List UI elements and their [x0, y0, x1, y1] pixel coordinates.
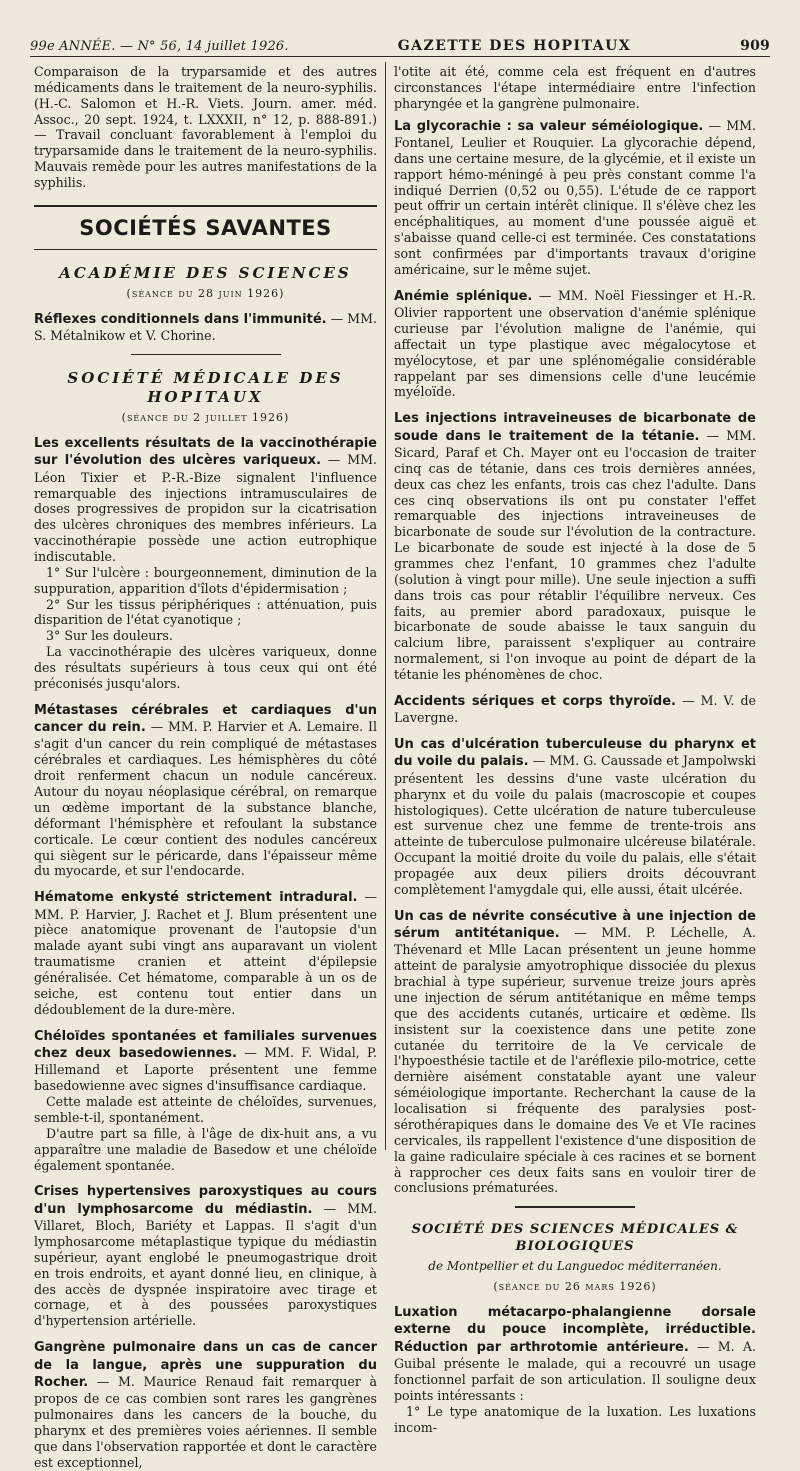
issue-info: 99e ANNÉE. — N° 56, 14 juillet 1926.: [30, 39, 289, 54]
article-hematome: [34, 889, 377, 1017]
list-item: 1° Sur l'ulcère : bourgeonnement, diminution de la suppuration, apparition d'îlots d'épidermisation ;: [34, 564, 377, 596]
left-column: [34, 64, 377, 1470]
list-item: 2° Sur les tissus périphériques : atténuation, puis disparition de l'état cyanotique ;: [34, 596, 377, 628]
article-head: Gangrène pulmonaire dans un cas de cancer de la langue, après une suppuration du Rocher.: [34, 1340, 377, 1390]
journal-title: GAZETTE DES HOPITAUX: [397, 38, 632, 54]
smh-heading: SOCIÉTÉ MÉDICALE DES HOPITAUX: [67, 369, 344, 407]
smh-seance: (séance du 2 juillet 1926): [121, 411, 290, 425]
article-head: Anémie splénique.: [394, 288, 533, 304]
article-paragraph: D'autre part sa fille, à l'âge de dix-huit ans, a vu apparaître une maladie de Basedow et une chéloïde également spontanée.: [34, 1125, 377, 1173]
article-vaccinotherapie: [34, 435, 377, 692]
intro-paragraph: Comparaison de la tryparsamide et des autres médicaments dans le traitement de la neuro-syphilis. (H.-C. Salomon et H.-R. Viets. Journ. amer. méd. Assoc., 20 sept. 1924, t. LXXXII, n° 12, p. 888-891.) — Travail concluant favorablement à l'emploi du tryparsamide dans le traitement de la neuro-syphilis. Mauvais remède pour les autres manifestations de la syphilis.: [34, 64, 377, 191]
article-body: — MM. F. Widal, P. Hillemand et Laporte présentent une femme basedowienne avec signes d'insuffisance cardiaque.: [34, 1044, 377, 1094]
montpellier-subheading: de Montpellier et du Languedoc méditerranéen.: [428, 1258, 722, 1273]
right-column: [394, 64, 756, 1435]
article-luxation: [394, 1304, 756, 1435]
article-accidents-seriques: [394, 693, 756, 726]
article-gangrene: [34, 1339, 377, 1470]
article-body: — MM. S. Métalnikow et V. Chorine.: [34, 311, 377, 344]
separator-rule: [515, 1206, 635, 1208]
article-body: — MM. Sicard, Paraf et Ch. Mayer ont eu l'occasion de traiter cinq cas de tétanie, dans ces trois dernières années, deux cas chez les enfants, trois cas chez l'adulte. Dans ces cinq observations ils ont pu constater l'effet remarquable des injections intraveineuses de bicarbonate de soude sur l'évolution de la contracture. Le bicarbonate de soude est injecté à la dose de 5 grammes chez l'enfant, 10 grammes chez l'adulte (solution à vingt pour mille). Une seule injection a suffi dans trois cas pour rétablir l'équilibre nerveux. Ces faits, au premier abord paradoxaux, puisque le bicarbonate de soude abaisse le taux sanguin du calcium libre, paraissent s'expliquer au contraire normalement, si l'on invoque au point de départ de la tétanie les phénomènes de choc.: [394, 427, 756, 682]
article-head: Luxation métacarpo-phalangienne dorsale externe du pouce incomplète, irréductible. Réduction par arthrotomie antérieure.: [394, 1304, 756, 1355]
article-anemie: [394, 288, 756, 401]
list-item: 1° Le type anatomique de la luxation. Les luxations incom-: [394, 1403, 756, 1435]
list-item: 3° Sur les douleurs.: [46, 628, 173, 644]
article-head: Chéloïdes spontanées et familiales survenues chez deux basedowiennes.: [34, 1028, 377, 1061]
article-head: Un cas de névrite consécutive à une injection de sérum antitétanique.: [394, 908, 756, 942]
separator-rule: [131, 354, 281, 355]
article-cheloides: [34, 1028, 377, 1174]
article-ulceration: [394, 736, 756, 898]
article-body: — MM. P. Harvier et A. Lemaire. Il s'agit d'un cancer du rein compliqué de métastases cérébrales et cardiaques. Les hémisphères du côté droit renferment chacun un nodule cancéreux. Autour du noyau néoplasique cérébral, on remarque un œdème important de la substance blanche, déformant l'hémisphère et refoulant la substance corticale. Le cœur contient des nodules cancéreux qui siègent sur le péricarde, dans l'épaisseur même du myocarde, et sur l'endocarde.: [34, 719, 377, 879]
continuation-paragraph: l'otite ait été, comme cela est fréquent en d'autres circonstances l'étape intermédiaire entre l'infection pharyngée et la gangrène pulmonaire.: [394, 64, 756, 111]
article-head: Réflexes conditionnels dans l'immunité.: [34, 312, 327, 328]
article-body: — M. Maurice Renaud fait remarquer à propos de ce cas combien sont rares les gangrènes pulmonaires dans les cancers de la bouche, du pharynx et des premières voies aériennes. Il semble que dans l'observation rapportée et dont le caractère est exceptionnel,: [34, 1373, 377, 1470]
article-body: — MM. Noël Fiessinger et H.-R. Olivier rapportent une observation d'anémie splénique curieuse par l'évolution maligne de l'anémie, qui affectait un type plastique avec mégalocytose et myélocytose, et par une splénomégalie considérable rappelant par ses dimensions celle d'une leucémie myéloïde.: [394, 287, 756, 400]
montpellier-heading: SOCIÉTÉ DES SCIENCES MÉDICALES & BIOLOGIQUES: [411, 1222, 739, 1254]
article-crises-hypertensives: [34, 1183, 377, 1329]
column-divider: [385, 62, 386, 1150]
article-head: La glycorachie : sa valeur séméiologique.: [394, 118, 704, 134]
academie-heading: ACADÉMIE DES SCIENCES: [59, 264, 352, 283]
article-body: — MM. Léon Tixier et P.-R.-Bize signalent l'influence remarquable des injections intramusculaires de doses progressives de propidon sur la cicatrisation des ulcères chroniques des membres inférieurs. La vaccinothérapie possède une action eutrophique indiscutable.: [34, 452, 377, 564]
article-body: — MM. P. Harvier, J. Rachet et J. Blum présentent une pièce anatomique provenant de l'autopsie d'un malade ayant subi vingt ans auparavant un violent traumatisme cranien et atteint d'épilepsie généralisée. Cet hématome, comparable à un os de seiche, est contenu tout entier dans un dédoublement de la dure-mère.: [34, 889, 377, 1017]
article-body: — MM. G. Caussade et Jampolwski présentent les dessins d'une vaste ulcération du pharynx et du voile du palais (macroscopie et coupes histologiques). Cette ulcération de nature tuberculeuse est survenue chez une femme de trente-trois ans atteinte de tuberculose pulmonaire ulcéreuse bilatérale. Occupant la moitié droite du voile du palais, elle s'était propagée aux deux piliers droits découvrant complètement l'amygdale qui, elle aussi, était ulcérée.: [394, 753, 756, 897]
article-body: — M. A. Guibal présente le malade, qui a recouvré un usage fonctionnel parfait de son articulation. Il souligne deux points intéressants :: [394, 1338, 756, 1403]
article-head: Les excellents résultats de la vaccinothérapie sur l'évolution des ulcères variqueux.: [34, 435, 377, 469]
article-head: Les injections intraveineuses de bicarbonate de soude dans le traitement de la tétanie.: [394, 411, 756, 444]
page-header: [30, 24, 770, 54]
header-rule: [30, 56, 770, 57]
article-glycorachie: [394, 118, 756, 278]
article-reflexes: [34, 311, 377, 344]
montpellier-seance: (séance du 26 mars 1926): [493, 1280, 657, 1294]
article-head: Accidents sériques et corps thyroïde.: [394, 693, 676, 709]
article-conclusion: La vaccinothérapie des ulcères variqueux, donne des résultats supérieurs à tous ceux qui ont été préconisés jusqu'alors.: [34, 644, 377, 691]
article-head: Crises hypertensives paroxystiques au cours d'un lymphosarcome du médiastin.: [34, 1184, 377, 1217]
section-title: SOCIÉTÉS SAVANTES: [34, 205, 377, 250]
article-bicarbonate: [394, 410, 756, 683]
article-body: — MM. Villaret, Bloch, Bariéty et Lappas. Il s'agit d'un lymphosarcome métaplastique typique du médiastin supérieur, ayant englobé le pneumogastrique droit en trois endroits, et ayant donné lieu, en clinique, à des accès de dyspnée inspiratoire avec tirage et cornage, et à des poussées paroxystiques d'hypertension artérielle.: [34, 1200, 377, 1329]
academie-seance: (séance du 28 juin 1926): [126, 287, 285, 301]
article-head: Hématome enkysté strictement intradural.: [34, 890, 358, 906]
article-metastases: [34, 702, 377, 879]
article-head: Métastases cérébrales et cardiaques d'un cancer du rein.: [34, 702, 377, 736]
article-body: — M. V. de Lavergne.: [394, 692, 756, 726]
article-head: Un cas d'ulcération tuberculeuse du pharynx et du voile du palais.: [394, 737, 756, 770]
article-body: — MM. Fontanel, Leulier et Rouquier. La glycorachie dépend, dans une certaine mesure, de la glycémie, et il existe un rapport hémo-méningé à peu près constant comme l'a indiqué Derrien (0,52 ou 0,55). L'étude de ce rapport peut offrir un certain intérêt clinique. Il s'élève chez les encéphalitiques, au moment d'une poussée aiguë et s'abaisse quand celle-ci est terminée. Ces constatations sont confirmées par d'importants travaux d'origine américaine, sur le même sujet.: [394, 117, 756, 277]
page-number: 909: [740, 38, 770, 54]
article-paragraph: Cette malade est atteinte de chéloïdes, survenues, semble-t-il, spontanément.: [34, 1094, 377, 1125]
article-body: — MM. P. Léchelle, A. Thévenard et Mlle Lacan présentent un jeune homme atteint de paralysie amyotrophique dissociée du plexus brachial à type supérieur, survenue treize jours après une injection de sérum antitétanique en même temps que des accidents cutanés, urticaire et œdème. Ils insistent sur la coexistence dans une petite zone cutanée du territoire de la Ve cervicale de l'hypoesthésie tactile et de l'aréflexie pilo-motrice, cette dernière aisément constatable ayant une valeur séméiologique importante. Recherchant la cause de la localisation si fréquente des paralysies post-sérothérapiques dans le domaine des Ve et VIe racines cervicales, ils rappellent l'existence d'une disposition de la gaine radiculaire spéciale à ces racines et se bornent à rapprocher ces deux faits sans en vouloir tirer de conclusions prématurées.: [394, 925, 756, 1196]
article-nevrite: [394, 908, 756, 1197]
